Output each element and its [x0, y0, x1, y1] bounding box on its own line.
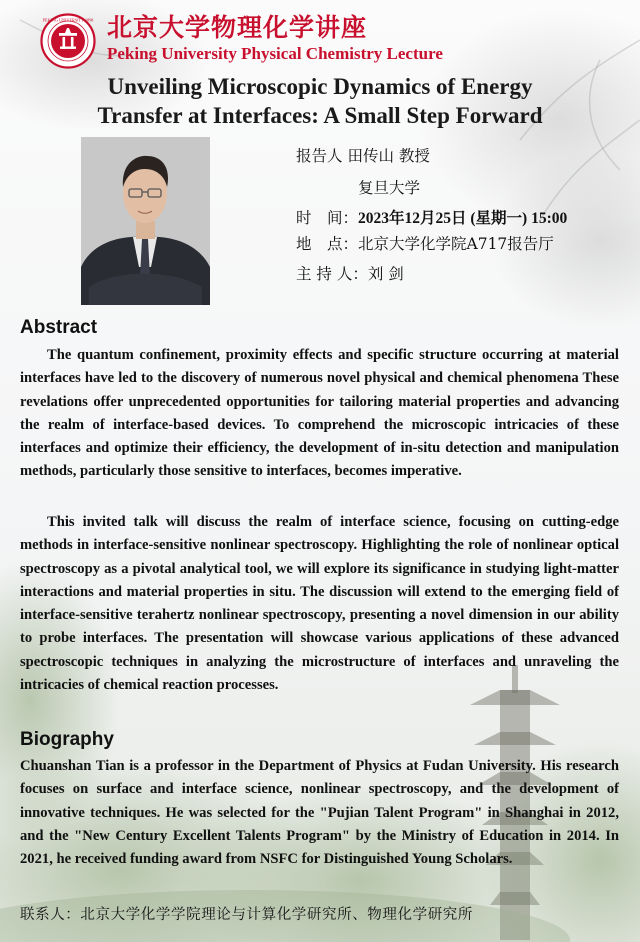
speaker-row: [296, 144, 430, 166]
contact-footer: 联系人：北京大学化学学院理论与计算化学研究所、物理化学研究所: [20, 907, 473, 923]
place-value: 北京大学化学院A717报告厅: [358, 235, 554, 253]
lecture-series-title-chinese: 北京大学物理化学讲座: [107, 13, 368, 42]
time-row: [296, 206, 567, 228]
lecture-series-title-english: Peking University Physical Chemistry Lecture: [107, 44, 443, 63]
host-label: 主 持 人：: [296, 265, 368, 283]
peking-university-logo: [40, 13, 96, 69]
talk-title-line-1: Unveiling Microscopic Dynamics of Energy: [107, 74, 533, 99]
speaker-label: 报告人: [296, 147, 343, 165]
abstract-paragraph-1: The quantum confinement, proximity effects and specific structure occurring at material interfaces have led to the discovery of numerous novel physical and chemical phenomena These revelations offer unprecedented opportunities for tailoring material properties and advancing the realm of interface-based devices. To comprehend the microscopic intricacies of these interfaces and optimize their efficiency, the development of in-situ detection and manipulation methods, particularly those sensitive to interfaces, becomes imperative.: [20, 347, 619, 480]
svg-text:PEKING UNIVERSITY 1898: PEKING UNIVERSITY 1898: [42, 17, 94, 23]
time-value: 2023年12月25日 (星期一) 15:00: [358, 210, 568, 227]
abstract-heading: Abstract: [20, 317, 98, 338]
speaker-name: 田传山 教授: [347, 147, 430, 165]
host-row: [296, 262, 404, 284]
talk-title: [0, 72, 640, 130]
speaker-photo: [81, 137, 210, 305]
talk-title-line-2: Transfer at Interfaces: A Small Step Forward: [97, 103, 543, 128]
speaker-affiliation: 复旦大学: [358, 179, 421, 197]
time-label: 时 间：: [296, 209, 359, 227]
place-row: [296, 232, 554, 254]
place-label: 地 点：: [296, 235, 359, 253]
abstract-paragraph-2: This invited talk will discuss the realm of interface science, focusing on cutting-edge methods in interface-sensitive nonlinear spectroscopy. Highlighting the role of nonlinear optical spectroscopy as a pivotal analytical tool, we will explore its significance in studying light-matter interactions and material properties in situ. The discussion will extend to the emerging field of interface-sensitive terahertz nonlinear spectroscopy, presenting a novel dimension in our ability to probe interfaces. The presentation will showcase various applications of these advanced spectroscopic techniques in analyzing the microstructure of interfaces and unraveling the intricacies of chemical reaction processes.: [20, 514, 619, 694]
biography-heading: Biography: [20, 729, 114, 750]
host-value: 刘 剑: [367, 265, 404, 283]
biography-text: Chuanshan Tian is a professor in the Department of Physics at Fudan University. His research focuses on surface and interface science, nonlinear spectroscopy, and the development of innovative techniques. He was selected for the "Pujian Talent Program" in Shanghai in 2012, and the "New Century Excellent Talents Program" by the Ministry of Education in 2014. In 2021, he received funding award from NSFC for Distinguished Young Scholars.: [20, 758, 619, 868]
